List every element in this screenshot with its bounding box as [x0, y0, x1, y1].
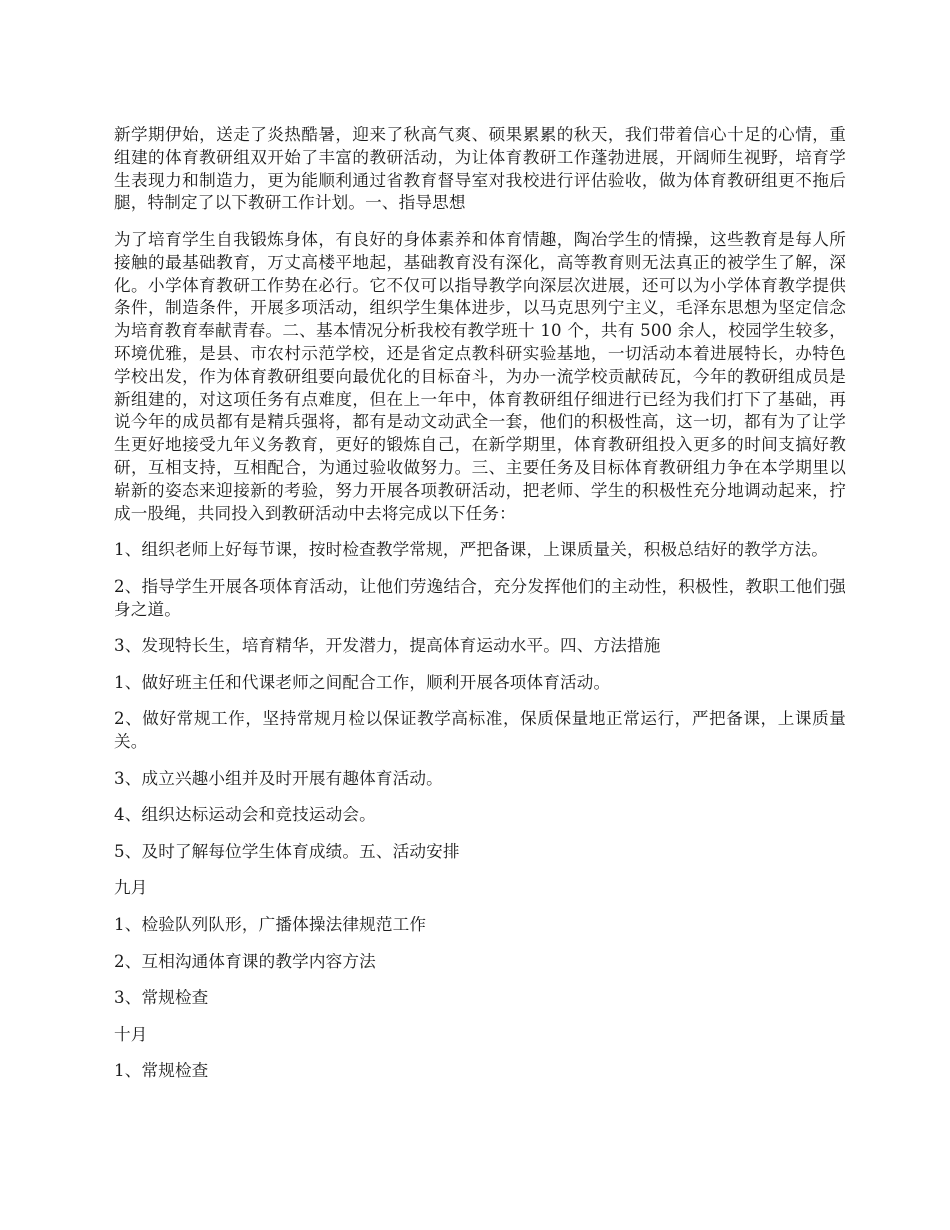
month-heading-september: 九月	[114, 878, 148, 898]
method-item-4: 4、组织达标运动会和竞技运动会。	[114, 805, 376, 825]
october-item-1: 1、常规检查	[114, 1061, 209, 1081]
september-item-3: 3、常规检查	[114, 988, 209, 1008]
paragraph-main: 为了培育学生自我锻炼身体，有良好的身体素养和体育情趣，陶冶学生的情操，这些教育是每人所接触的最基础教育，万丈高楼平地起，基础教育没有深化，高等教育则无法真正的被学生了解，深化。小学体育教研工作势在必行。它不仅可以指导教学向深层次进展，还可以为小学体育教学提供条件，制造条件，开展多项活动，组织学生集体进步，以马克思列宁主义，毛泽东思想为坚定信念为培育教育奉献青春。二、基本情况分析我校有教学班十 10 个，共有 500 余人，校园学生较多，环境优雅，是县、市农村示范学校，还是省定点教科研实验基地，一切活动本着进展特长，办特色学校出发，作为体育教研组要向最优化的目标奋斗，为办一流学校贡献砖瓦，今年的教研组成员是新组建的，对这项任务有点难度，但在上一年中，体育教研组仔细进行已经为我们打下了基础，再说今年的成员都有是精兵强将，都有是动文动武全一套，他们的积极性高，这一切，都有为了让学生更好地接受九年义务教育，更好的锻炼自己，在新学期里，体育教研组投入更多的时间支搞好教研，互相支持，互相配合，为通过验收做努力。三、主要任务及目标体育教研组力争在本学期里以崭新的姿态来迎接新的考验，努力开展各项教研活动，把老师、学生的积极性充分地调动起来，拧成一股绳，共同投入到教研活动中去将完成以下任务：	[114, 229, 846, 523]
method-item-1: 1、做好班主任和代课老师之间配合工作，顺利开展各项体育活动。	[114, 672, 611, 692]
method-item-5: 5、及时了解每位学生体育成绩。五、活动安排	[114, 841, 460, 861]
document-body	[114, 124, 846, 1097]
month-heading-october: 十月	[114, 1024, 148, 1044]
paragraph-intro: 新学期伊始，送走了炎热酷暑，迎来了秋高气爽、硕果累累的秋天，我们带着信心十足的心情，重组建的体育教研组双开始了丰富的教研活动，为让体育教研工作蓬勃进展，开阔师生视野，培育学生表现力和制造力，更为能顺利通过省教育督导室对我校进行评估验收，做为体育教研组更不拖后腿，特制定了以下教研工作计划。一、指导思想	[114, 125, 846, 213]
method-item-2: 2、做好常规工作，坚持常规月检以保证教学高标准，保质保量地正常运行，严把备课，上课质量关。	[114, 709, 846, 752]
method-item-3: 3、成立兴趣小组并及时开展有趣体育活动。	[114, 768, 443, 788]
september-item-2: 2、互相沟通体育课的教学内容方法	[114, 951, 376, 971]
task-item-2: 2、指导学生开展各项体育活动，让他们劳逸结合，充分发挥他们的主动性，积极性，教职工他们强身之道。	[114, 576, 846, 619]
september-item-1: 1、检验队列队形，广播体操法律规范工作	[114, 915, 427, 935]
task-item-1: 1、组织老师上好每节课，按时检查教学常规，严把备课，上课质量关，积极总结好的教学方法。	[114, 540, 828, 560]
task-item-3: 3、发现特长生，培育精华，开发潜力，提高体育运动水平。四、方法措施	[114, 636, 661, 656]
